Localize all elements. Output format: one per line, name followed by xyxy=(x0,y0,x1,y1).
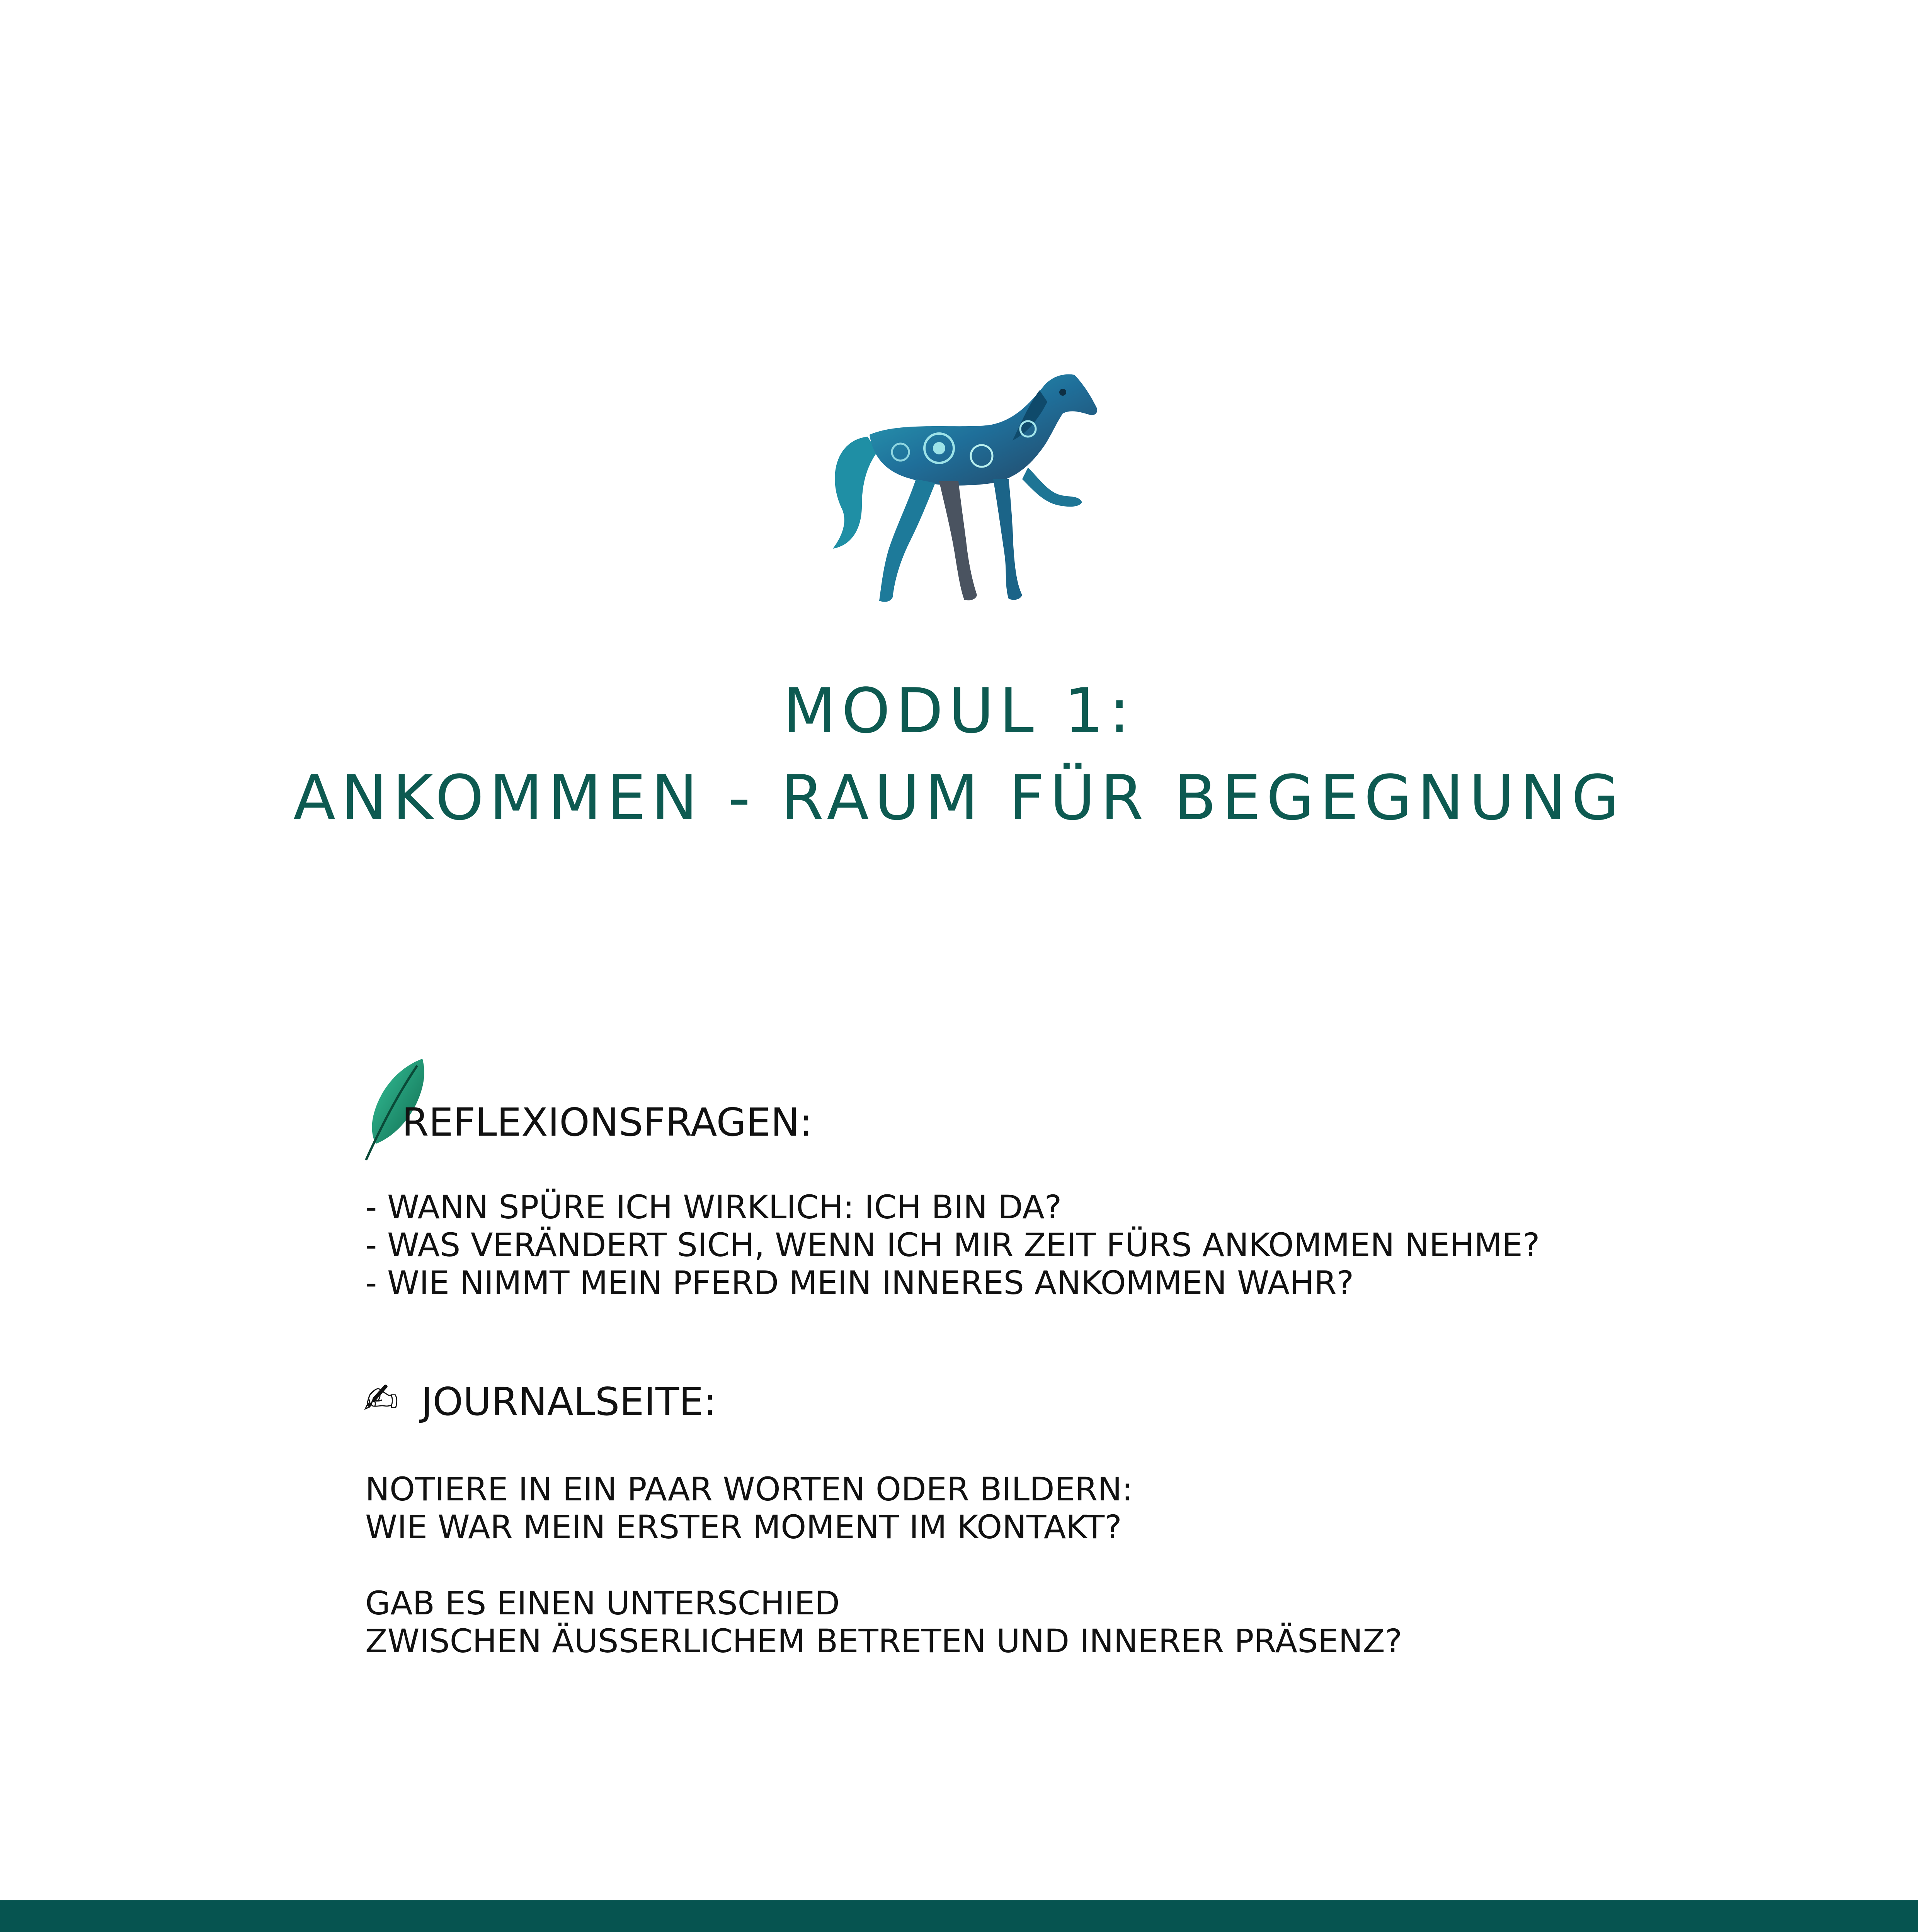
list-item: - WIE NIMMT MEIN PFERD MEIN INNERES ANKOMMEN WAHR? xyxy=(365,1264,1354,1302)
list-item: GAB ES EINEN UNTERSCHIED xyxy=(365,1584,840,1622)
module-title: MODUL 1: xyxy=(783,675,1135,747)
list-item: - WANN SPÜRE ICH WIRKLICH: ICH BIN DA? xyxy=(365,1188,1062,1226)
journal-heading: JOURNALSEITE: xyxy=(421,1379,716,1424)
list-item: NOTIERE IN EIN PAAR WORTEN ODER BILDERN: xyxy=(365,1470,1133,1508)
reflexion-heading: REFLEXIONSFRAGEN: xyxy=(402,1100,813,1145)
reflexion-questions xyxy=(365,1188,1540,1302)
journal-prompt-2 xyxy=(365,1584,1402,1660)
writing-hand-icon: ✍ xyxy=(363,1374,399,1423)
mandala-horse-icon xyxy=(812,363,1113,611)
list-item: ZWISCHEN ÄUSSERLICHEM BETRETEN UND INNERER PRÄSENZ? xyxy=(365,1622,1402,1660)
essenz-band xyxy=(0,1900,1918,1932)
list-item: - WAS VERÄNDERT SICH, WENN ICH MIR ZEIT FÜRS ANKOMMEN NEHME? xyxy=(365,1226,1540,1264)
module-subtitle: ANKOMMEN - RAUM FÜR BEGEGNUNG xyxy=(293,762,1625,834)
list-item: WIE WAR MEIN ERSTER MOMENT IM KONTAKT? xyxy=(365,1508,1122,1546)
journal-prompt-1 xyxy=(365,1470,1133,1546)
